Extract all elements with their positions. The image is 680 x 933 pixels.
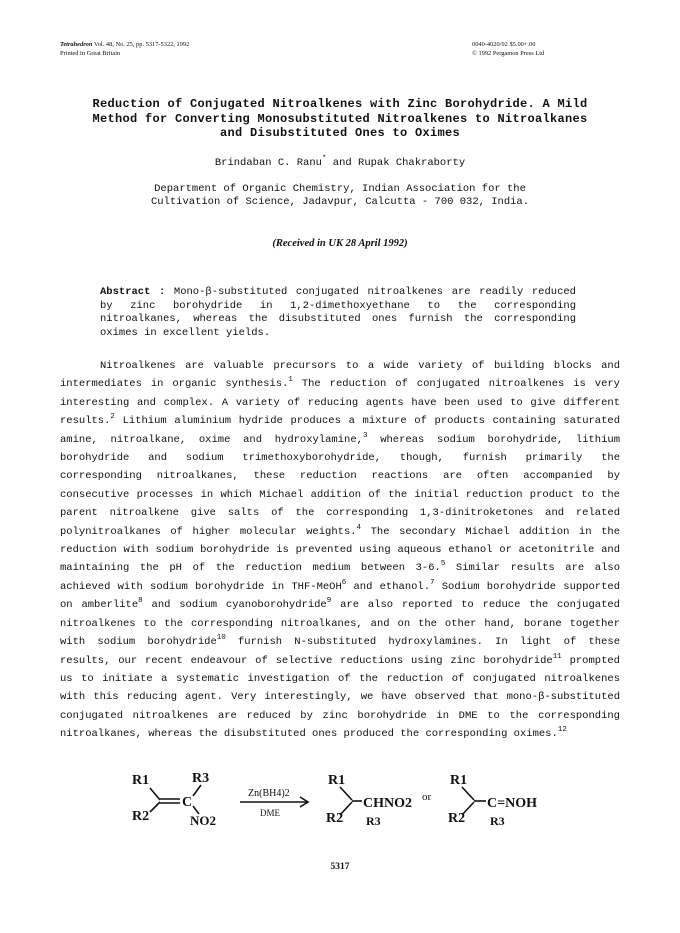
r1-label: R1 xyxy=(450,773,468,788)
body-sentence: Sodium borohydride supported on amberlite xyxy=(60,580,620,612)
journal-header xyxy=(60,40,189,58)
or-label: or xyxy=(422,791,432,803)
author-name: Rupak Chakraborty xyxy=(358,157,466,169)
abstract xyxy=(100,286,576,340)
bond-line xyxy=(193,785,201,796)
body-sentence: The reduction of conjugated nitroalkenes is very interesting and complex. A variety of reducing agents have been used to give different results. xyxy=(60,378,620,428)
r1-label: R1 xyxy=(328,773,346,788)
body-sentence: and ethanol. xyxy=(346,580,431,593)
reference-mark: 1 xyxy=(288,376,293,385)
bond-line xyxy=(462,787,474,800)
body-sentence: furnish N-substituted hydroxylamines. In light of these results, our recent endeavour of selective reductions using zinc borohydride xyxy=(60,636,620,667)
page-number: 5317 xyxy=(330,862,350,872)
printed-in: Printed in Great Britain xyxy=(60,50,121,57)
carbon-label: C xyxy=(182,795,193,810)
bond-line xyxy=(150,802,160,812)
reference-mark: 2 xyxy=(110,413,115,422)
body-sentence: prompted us to initiate a systematic investigation of the reduction of conjugated nitroalkenes with this reducing agent. Very interestingly, we have observed that mono-β-substituted conjugated nitroalkenes are reduced by zinc borohydride in DME to the corresponding nitroalkanes, whereas the disubstituted ones produced the corresponding oximes. xyxy=(60,654,620,741)
body-sentence: Lithium aluminium hydride produces a mixture of products containing saturated amine, nitroalkane, oxime and hydroxylamine, xyxy=(60,415,620,446)
title-line: and Disubstituted Ones to Oximes xyxy=(219,126,461,140)
reference-mark: 11 xyxy=(552,652,562,661)
r1-label: R1 xyxy=(132,773,150,788)
title-line: Reduction of Conjugated Nitroalkenes with Zinc Borohydride. A Mild xyxy=(92,97,588,111)
reference-mark: 8 xyxy=(138,597,143,606)
body-sentence: are also reported to reduce the conjugated nitroalkenes to the corresponding nitroalkanes, and on the other hand, borane together with sodium borohydride xyxy=(60,599,620,649)
reference-mark: 4 xyxy=(356,523,362,532)
reference-mark: 5 xyxy=(440,560,446,569)
affiliation-line: Department of Organic Chemistry, Indian Association for the xyxy=(154,183,526,195)
abstract-label: Abstract : xyxy=(100,286,166,298)
body-sentence: whereas sodium borohydride, lithium borohydride and sodium trimethoxyborohydride, though, furnish primarily the corresponding nitroalkanes, these reduction reactions are often accompanied by consecutive processes in which Michael addition of the initial reduction product to the parent nitroalkene give salts of the corresponding 1,3-dinitroketones and related polynitroalkanes of higher molecular weights. xyxy=(60,433,621,538)
reference-mark: 6 xyxy=(341,578,347,587)
abstract-text: Mono-β-substituted conjugated nitroalkenes are readily reduced by zinc borohydride in 1,2-dimethoxyethane to the corresponding nitroalkanes, whereas the disubstituted ones furnish the corresponding oximes in excellent yields. xyxy=(100,286,576,339)
paper-title xyxy=(60,97,620,141)
r2-label: R2 xyxy=(132,809,150,824)
author-connector: and xyxy=(332,157,352,169)
r2-label: R2 xyxy=(448,811,466,826)
copyright-line: © 1992 Pergamon Press Ltd xyxy=(472,50,545,57)
r3-label: R3 xyxy=(192,771,210,786)
corresponding-author-mark: * xyxy=(321,155,327,163)
bond-line xyxy=(340,787,352,800)
reagent-label: Zn(BH4)2 xyxy=(248,788,290,799)
citation-line xyxy=(60,40,189,49)
body-sentence: The secondary Michael addition in the reduction with sodium borohydride is prevented using aqueous ethanol or acetonitrile and maintaining the pH of the reduction medium between 3-6. xyxy=(60,525,620,575)
r3-label: R3 xyxy=(490,814,505,828)
author-list xyxy=(60,157,620,170)
body-sentence: Nitroalkenes are valuable precursors to a wide variety of building blocks and intermediates in organic synthesis. xyxy=(60,360,620,391)
r3-label: R3 xyxy=(366,814,381,828)
oxime-label: C=NOH xyxy=(487,796,537,811)
author-name: Brindaban C. Ranu xyxy=(214,157,322,169)
journal-citation: Vol. 48, No. 25, pp. 5317-5322, 1992 xyxy=(93,41,190,48)
affiliation-line: Cultivation of Science, Jadavpur, Calcutta - 700 032, India. xyxy=(150,196,530,208)
nitroalkane-label: CHNO2 xyxy=(363,796,412,811)
reaction-scheme xyxy=(130,770,550,830)
r2-label: R2 xyxy=(326,811,344,826)
body-paragraph xyxy=(60,357,620,744)
affiliation xyxy=(60,183,620,209)
body-sentence: and sodium cyanoborohydride xyxy=(142,599,327,612)
solvent-label: DME xyxy=(260,808,280,818)
bond-line xyxy=(150,788,160,800)
reference-mark: 12 xyxy=(557,726,567,735)
journal-name: Tetrahedron xyxy=(60,41,93,48)
nitro-group-label: NO2 xyxy=(190,813,216,828)
title-line: Method for Converting Monosubstituted Nitroalkenes to Nitroalkanes xyxy=(92,111,588,126)
publisher-header xyxy=(472,40,622,58)
body-sentence: Similar results are also achieved with sodium borohydride in THF-MeOH xyxy=(60,562,620,593)
reference-mark: 3 xyxy=(362,431,368,440)
reference-mark: 7 xyxy=(430,578,435,587)
reference-mark: 9 xyxy=(326,597,332,606)
reference-mark: 10 xyxy=(216,634,226,643)
received-date: (Received in UK 28 April 1992) xyxy=(272,238,408,249)
price-code: 0040-4020/92 $5.00+.00 xyxy=(472,41,536,48)
